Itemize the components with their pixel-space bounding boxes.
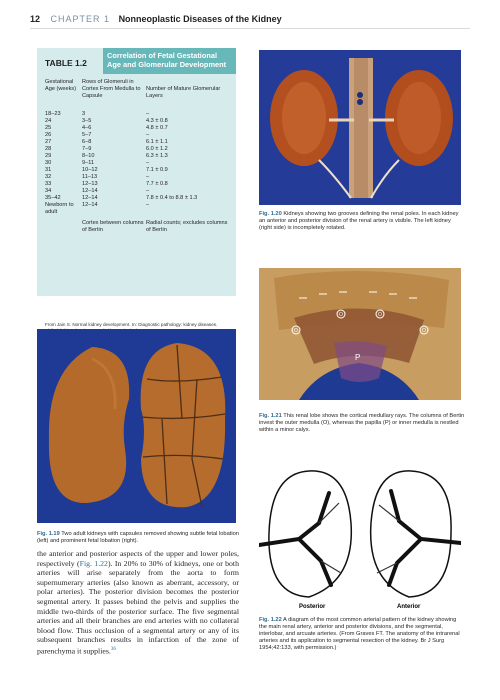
label-o: O (378, 312, 382, 318)
table-cell: 27 (45, 139, 52, 145)
fig-1-21-caption (259, 413, 465, 434)
fig-1-22-diagram (259, 463, 461, 610)
table-cell: – (146, 160, 150, 166)
table-cell: Newborn to adult (45, 202, 74, 215)
caption-text: Two adult kidneys with capsules removed showing subtle fetal lobation (left) and prominent fetal lobation (right). (37, 531, 239, 544)
caption-text: This renal lobe shows the cortical medullary rays. The columns of Bertin invest the outer medulla (O), whereas the papilla (P) or inner medulla is nestled within a minor calyx. (259, 413, 465, 433)
label-o: O (422, 328, 426, 334)
table-cell: 32 (45, 174, 52, 180)
table-cell: 25 (45, 125, 52, 131)
table-cell: 6.1 ± 1.1 (146, 139, 168, 145)
table-cell: 12–14 (82, 202, 98, 208)
table-cell: – (146, 111, 150, 117)
table-cell: 6.3 ± 1.3 (146, 153, 168, 159)
fig-1-20-caption (259, 211, 465, 232)
table-cell: 9–11 (82, 160, 95, 166)
table-cell: – (146, 202, 150, 208)
table-label: TABLE 1.2 (45, 58, 87, 68)
body-text-1: the anterior and posterior aspects of the upper and lower poles, respectively ( (37, 549, 239, 568)
fig-1-19-caption (37, 531, 239, 545)
table-row (45, 118, 233, 125)
table-cell: 7–9 (82, 146, 92, 152)
table-cell: 31 (45, 167, 52, 173)
page-number: 12 (30, 14, 41, 24)
fig-1-21-photo (259, 268, 461, 400)
label-p: P (355, 353, 361, 362)
figure-reference-link[interactable]: Fig. 1.22 (79, 558, 108, 568)
table-cell: 12–13 (82, 181, 98, 187)
table-cell (45, 220, 82, 240)
table-cell: 26 (45, 132, 52, 138)
table-cell: 6–8 (82, 139, 92, 145)
header-rule (30, 28, 470, 29)
table-cell: 3 (82, 111, 86, 117)
posterior-label: Posterior (299, 604, 326, 610)
fig-label: Fig. 1.22 (259, 617, 282, 623)
table-cell: 3–5 (82, 118, 92, 124)
col-head-gestational-age: Gestational Age (weeks) (45, 79, 77, 92)
table-caption: Correlation of Fetal Gestational Age and Glomerular Development (103, 48, 236, 74)
label-o: O (339, 312, 343, 318)
caption-text: A diagram of the most common arterial pattern of the kidney showing the main renal artery, anterior and posterior divisions, and the segmental, interlobar, and arcuate arteries. (From Graves FT. The anatomy of the intrarenal arteries and its application to segmental resection of the kidney. Br J Surg 1954;42:133, with permission.) (259, 617, 460, 651)
running-header (30, 14, 282, 24)
fig-1-19-photo (37, 329, 236, 523)
col-head-mature-layers: Number of Mature Glomerular Layers (146, 86, 221, 99)
table-row (45, 174, 233, 181)
table-row (45, 195, 233, 202)
table-cell: 7.7 ± 0.8 (146, 181, 168, 187)
table-cell: 12–14 (82, 195, 98, 201)
table-cell: 35–42 (45, 195, 61, 201)
table-cell: 5–7 (82, 132, 92, 138)
table-cell: – (146, 188, 150, 194)
caption-text: Kidneys showing two grooves defining the renal poles. In each kidney an anterior and posterior division of the renal artery is visible. The left kidney (right side) is incompletely rotated. (259, 211, 459, 231)
body-paragraph (37, 549, 239, 656)
fig-1-20-photo (259, 50, 461, 205)
table-cell: 6.0 ± 1.2 (146, 146, 168, 152)
table-cell: 33 (45, 181, 52, 187)
table-cell: 29 (45, 153, 52, 159)
table-cell: 28 (45, 146, 52, 152)
table-row (45, 125, 233, 132)
table-cell: 4–6 (82, 125, 92, 131)
table-row (45, 153, 233, 160)
table-cell: 34 (45, 188, 52, 194)
table-cell: 11–13 (82, 174, 98, 180)
fig-label: Fig. 1.20 (259, 211, 282, 217)
table-cell: 7.8 ± 0.4 to 8.8 ± 1.3 (146, 195, 198, 201)
table-cell: – (146, 132, 150, 138)
fig-label: Fig. 1.21 (259, 413, 282, 419)
table-row (45, 111, 233, 118)
label-o: O (294, 328, 298, 334)
table-body (45, 111, 233, 240)
table-row (45, 202, 233, 216)
table-cell: 18–23 (45, 111, 61, 117)
fig-label: Fig. 1.19 (37, 531, 60, 537)
table-cell: 24 (45, 118, 52, 124)
table-row (45, 132, 233, 139)
table-cell: 8–10 (82, 153, 95, 159)
anterior-label: Anterior (397, 604, 421, 610)
body-text-2: ). In 20% to 30% of kidneys, one or both arteries will arise separately from the aorta to form supernumerary arteries (also known as aberrant, accessory, or polar arteries). The posterior division becomes the posterior segmental artery. It passes behind the pelvis and supplies the middle two-thirds of the posterior surface. The five segmental arteries and all their branches are end arteries with no collateral blood flow. Thus occlusion of a segmental artery or any of its subsequent branches results in infarction of the zone of parenchyma it supplies. (37, 558, 240, 656)
table-cell: 12–14 (82, 188, 98, 194)
table-row (45, 188, 233, 195)
reference-superscript[interactable]: 36 (110, 646, 116, 652)
table-row (45, 160, 233, 167)
table-row (45, 167, 233, 174)
chapter-title: Nonneoplastic Diseases of the Kidney (118, 14, 282, 24)
table-row (45, 220, 233, 240)
table-cell: 7.1 ± 0.9 (146, 167, 168, 173)
table-cell: Radial counts; excludes columns of Bertin (146, 220, 228, 233)
table-cell: 4.8 ± 0.7 (146, 125, 168, 131)
table-cell: 10–12 (82, 167, 98, 173)
table-footnote: From Jain S. Normal kidney development. In: Diagnostic pathology: kidney diseases. (45, 322, 218, 327)
col-head-rows-glomeruli: Rows of Glomeruli in Cortex From Medulla to Capsule (82, 79, 141, 99)
table-cell: Cortex between columns of Bertin (82, 220, 144, 233)
fig-1-22-caption (259, 617, 465, 652)
table-row (45, 146, 233, 153)
table-row (45, 181, 233, 188)
table-cell: 4.3 ± 0.8 (146, 118, 168, 124)
table-cell: – (146, 174, 150, 180)
table-1-2 (37, 48, 236, 327)
table-cell: 30 (45, 160, 52, 166)
table-row (45, 139, 233, 146)
chapter-label: CHAPTER 1 (50, 14, 111, 24)
